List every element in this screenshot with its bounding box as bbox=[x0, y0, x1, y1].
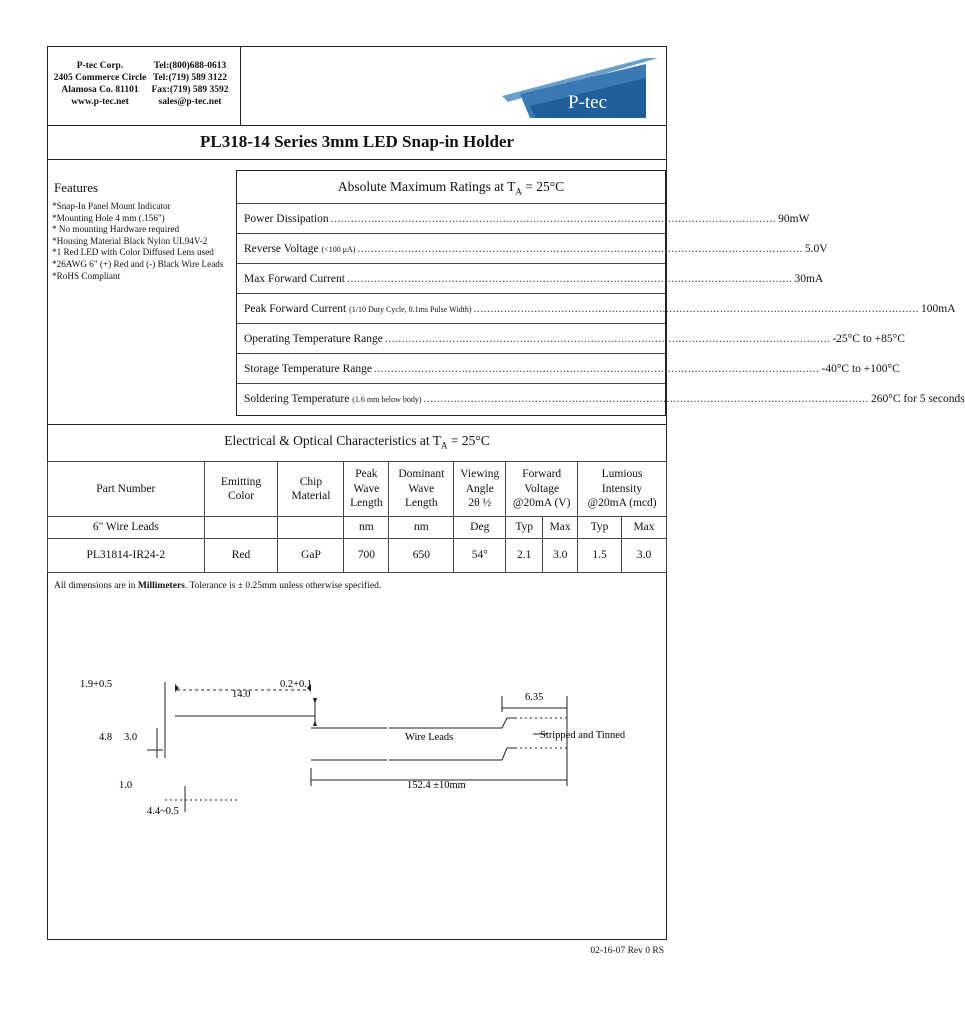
header-forward-voltage bbox=[506, 462, 578, 517]
arrowhead bbox=[175, 684, 179, 692]
header-line: Material bbox=[291, 490, 331, 502]
header-rule bbox=[47, 125, 667, 126]
header-divider bbox=[240, 46, 241, 125]
header-line: Intensity bbox=[601, 482, 643, 495]
cell-li-typ: 1.5 bbox=[578, 539, 622, 573]
units-peak: nm bbox=[344, 517, 389, 539]
ratings-box bbox=[236, 170, 965, 416]
dim-1-9: 1.9+0.5 bbox=[80, 679, 113, 690]
units-viewing: Deg bbox=[454, 517, 506, 539]
rating-label: Power Dissipation bbox=[244, 212, 329, 225]
tel-2: Tel:(719) 589 3122 bbox=[152, 73, 228, 83]
feature-item: *Mounting Hole 4 mm (.156") bbox=[52, 212, 165, 223]
wire-leads-label: Wire Leads bbox=[405, 732, 454, 743]
leader-dots: .................................................................................................................................... bbox=[423, 392, 870, 405]
rating-label: Storage Temperature Range bbox=[244, 362, 372, 375]
email: sales@p-tec.net bbox=[158, 97, 222, 107]
header-line: Voltage bbox=[524, 482, 560, 495]
rating-row bbox=[237, 203, 810, 233]
note-bold: Millimeters bbox=[137, 581, 185, 591]
header-line: Peak bbox=[355, 468, 378, 481]
header-line: Color bbox=[227, 490, 255, 502]
units-fv-typ: Typ bbox=[506, 517, 543, 539]
header-line: 2θ ½ bbox=[468, 497, 492, 510]
header-line: Length bbox=[405, 497, 438, 510]
rating-value: 260°C for 5 seconds bbox=[871, 392, 965, 405]
header-line: Lumious bbox=[601, 468, 643, 481]
dim-3-0: 3.0 bbox=[124, 732, 138, 743]
wire-line bbox=[502, 718, 507, 728]
cell-li-max: 3.0 bbox=[622, 539, 667, 573]
rating-row bbox=[237, 263, 824, 293]
header-emitting-color bbox=[204, 462, 278, 517]
units-li-typ: Typ bbox=[578, 517, 622, 539]
feature-item: *1 Red LED with Color Diffused Lens used bbox=[52, 247, 214, 258]
title-rule bbox=[47, 159, 667, 160]
header-line: @20mA (V) bbox=[512, 497, 571, 510]
header-line: Wave bbox=[353, 482, 380, 495]
ptec-logo bbox=[500, 50, 662, 122]
dimension-note bbox=[54, 581, 381, 591]
tel-1: Tel:(800)688-0613 bbox=[153, 61, 227, 71]
header-line: Viewing bbox=[460, 468, 500, 481]
electrical-heading-temp: = 25°C bbox=[447, 433, 490, 448]
feature-item: * No mounting Hardware required bbox=[52, 224, 180, 235]
cell-fv-typ: 2.1 bbox=[506, 539, 543, 573]
fax: Fax:(719) 589 3592 bbox=[151, 85, 229, 95]
rating-value: 5.0V bbox=[804, 242, 828, 255]
feature-item: *26AWG 6" (+) Red and (-) Black Wire Leads bbox=[52, 258, 224, 269]
feature-item: *RoHS Compliant bbox=[52, 270, 121, 281]
leader-dots: .................................................................................................................................... bbox=[330, 212, 777, 225]
dim-6-35: 6.35 bbox=[525, 692, 544, 703]
header-line: Length bbox=[350, 497, 383, 510]
leader-dots: .................................................................................................................................... bbox=[374, 362, 820, 375]
company-name: P-tec Corp. bbox=[76, 61, 124, 71]
rating-value: 100mA bbox=[921, 302, 956, 315]
header-line: @20mA (mcd) bbox=[587, 497, 657, 510]
rating-row bbox=[237, 293, 956, 323]
ratings-heading-temp: = 25°C bbox=[521, 179, 565, 194]
electrical-heading-sub: A bbox=[441, 440, 448, 451]
table-header-row bbox=[48, 462, 667, 517]
logo-text: P-tec bbox=[568, 92, 608, 113]
company-address bbox=[52, 60, 148, 108]
leader-dots: .................................................................................................................................... bbox=[346, 272, 793, 285]
table-units-row bbox=[48, 517, 667, 539]
rating-note: (<100 μA) bbox=[321, 244, 356, 254]
note-text: All dimensions are in bbox=[54, 581, 138, 591]
mechanical-drawing bbox=[47, 600, 667, 840]
features-heading: Features bbox=[54, 180, 99, 195]
header-luminous-intensity bbox=[578, 462, 667, 517]
electrical-heading bbox=[47, 433, 667, 451]
note-text-end: . Tolerance is ± 0.25mm unless otherwise specified. bbox=[184, 581, 382, 591]
rating-note: (1/10 Duty Cycle, 0.1ms Pulse Width) bbox=[349, 304, 472, 314]
rating-row bbox=[237, 233, 828, 263]
cell-fv-max: 3.0 bbox=[543, 539, 578, 573]
units-fv-max: Max bbox=[543, 517, 578, 539]
cell-viewing: 54° bbox=[454, 539, 506, 573]
rating-row bbox=[237, 353, 900, 383]
revision-footer: 02-16-07 Rev 0 RS bbox=[590, 946, 664, 956]
header-chip-material bbox=[278, 462, 344, 517]
units-wire-leads: 6" Wire Leads bbox=[48, 517, 205, 539]
cell-color: Red bbox=[204, 539, 278, 573]
header-line: Angle bbox=[465, 482, 494, 495]
address-line-2: Alamosa Co. 81101 bbox=[61, 85, 139, 95]
ratings-heading-sub: A bbox=[515, 186, 522, 197]
ratings-heading-text: Absolute Maximum Ratings at T bbox=[337, 179, 516, 194]
header-line: Chip bbox=[299, 475, 323, 488]
electrical-rule bbox=[47, 424, 667, 425]
page-title: PL318-14 Series 3mm LED Snap-in Holder bbox=[199, 132, 515, 151]
rating-value: -25°C to +85°C bbox=[832, 332, 905, 345]
website: www.p-tec.net bbox=[71, 97, 129, 107]
ratings-heading bbox=[237, 179, 665, 197]
wire-line bbox=[502, 748, 507, 760]
rating-value: -40°C to +100°C bbox=[821, 362, 900, 375]
rating-label: Max Forward Current bbox=[244, 272, 345, 285]
header-line: Dominant bbox=[398, 468, 445, 481]
units-blank bbox=[204, 517, 278, 539]
rating-label: Peak Forward Current bbox=[244, 302, 350, 315]
arrowhead bbox=[313, 698, 317, 704]
rating-label: Soldering Temperature bbox=[244, 392, 353, 405]
header-viewing-angle bbox=[454, 462, 506, 517]
dim-4-8: 4.8 bbox=[99, 732, 113, 743]
features-list bbox=[52, 201, 232, 282]
header-dominant-wave bbox=[389, 462, 454, 517]
stripped-label: Stripped and Tinned bbox=[540, 730, 626, 741]
units-li-max: Max bbox=[622, 517, 667, 539]
cell-dominant: 650 bbox=[389, 539, 454, 573]
feature-item: *Housing Material Black Nylon UL94V-2 bbox=[52, 235, 208, 246]
units-blank bbox=[278, 517, 344, 539]
rating-row bbox=[237, 323, 905, 353]
header-line: Forward bbox=[522, 468, 562, 481]
cell-part-number: PL31814-IR24-2 bbox=[48, 539, 205, 573]
arrowhead bbox=[313, 720, 317, 726]
units-dominant: nm bbox=[389, 517, 454, 539]
cell-chip: GaP bbox=[278, 539, 344, 573]
dim-14-0: 14.0 bbox=[232, 689, 251, 700]
dim-4-4: 4.4~0.5 bbox=[147, 806, 179, 817]
cell-peak: 700 bbox=[344, 539, 389, 573]
header-peak-wave bbox=[344, 462, 389, 517]
table-row bbox=[48, 539, 667, 573]
electrical-heading-text: Electrical & Optical Characteristics at T bbox=[224, 433, 441, 448]
rating-value: 90mW bbox=[778, 212, 810, 225]
rating-row bbox=[237, 383, 965, 413]
company-contact bbox=[150, 60, 230, 108]
electrical-table bbox=[47, 461, 667, 573]
address-line-1: 2405 Commerce Circle bbox=[53, 73, 147, 83]
header-line: Wave bbox=[408, 482, 435, 495]
dim-152-4: 152.4 ±10mm bbox=[407, 780, 466, 791]
header-part-number: Part Number bbox=[48, 462, 205, 517]
dim-1-0: 1.0 bbox=[119, 780, 133, 791]
rating-value: 30mA bbox=[794, 272, 824, 285]
rating-label: Operating Temperature Range bbox=[244, 332, 383, 345]
rating-label: Reverse Voltage bbox=[244, 242, 322, 255]
leader-dots: .................................................................................................................................... bbox=[384, 332, 831, 345]
header-line: Emitting bbox=[220, 475, 262, 488]
dim-0-2: 0.2+0.1 bbox=[280, 679, 313, 690]
leader-dots: .................................................................................................................................... bbox=[473, 302, 919, 315]
feature-item: *Snap-In Panel Mount Indicator bbox=[52, 201, 171, 211]
rating-note: (1.6 mm below body) bbox=[352, 394, 422, 404]
leader-dots: .................................................................................................................................... bbox=[357, 242, 803, 255]
